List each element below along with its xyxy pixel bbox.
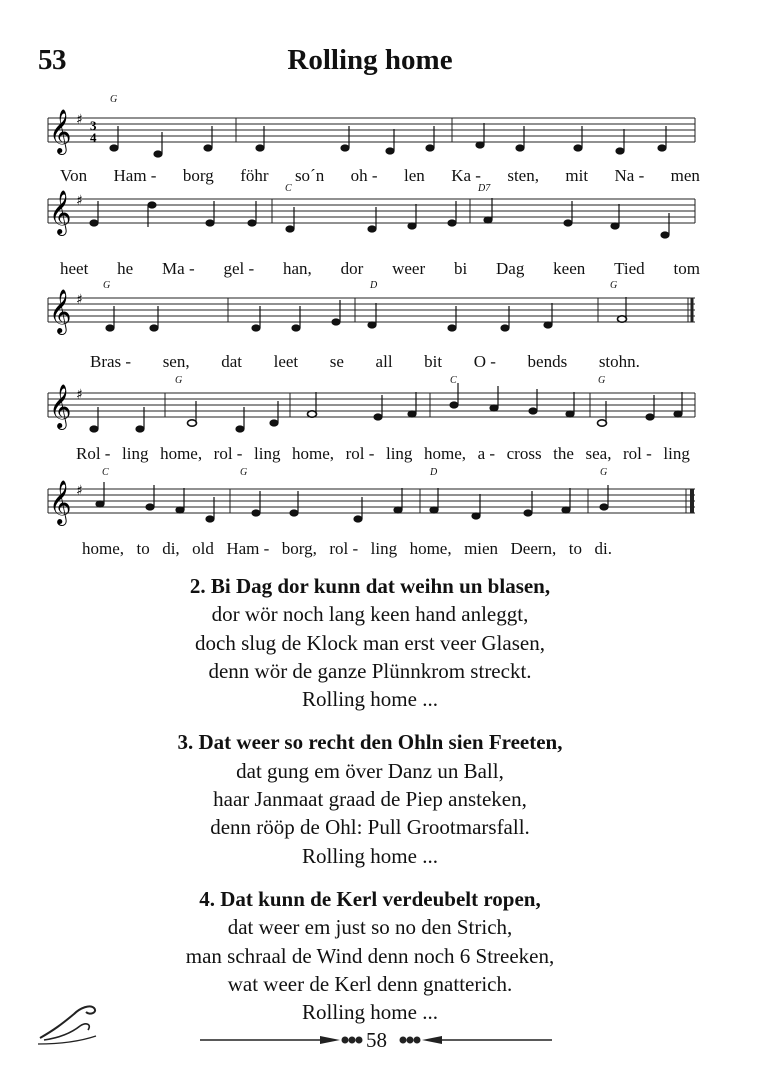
- chord-symbol: G: [600, 467, 608, 478]
- notes: [90, 198, 669, 238]
- lyric-syllable: Rol -: [76, 444, 111, 463]
- lyric-syllable: home,: [82, 539, 125, 558]
- lyric-syllable: Ham -: [113, 166, 157, 185]
- treble-clef-icon: 𝄞: [49, 480, 72, 524]
- lyric-syllable: old: [192, 539, 214, 558]
- lyric-syllable: borg,: [281, 539, 317, 558]
- lyric-syllable: bit: [424, 352, 443, 371]
- lyric-syllable: mit: [565, 166, 589, 185]
- lyric-syllable: len: [403, 166, 425, 185]
- chord-symbol: G: [103, 280, 111, 291]
- lyric-syllable: home,: [160, 444, 203, 463]
- chord-symbol: G: [598, 375, 606, 386]
- time-signature: 4: [90, 130, 97, 145]
- refrain-reference: Rolling home ...: [302, 843, 438, 868]
- song-title: Rolling home: [287, 44, 453, 76]
- lyric-syllable: bi: [453, 259, 468, 278]
- verse-line: dat gung em över Danz un Ball,: [236, 758, 504, 783]
- verse-line: denn wör de ganze Plünnkrom streckt.: [208, 658, 532, 683]
- lyric-syllable: O -: [473, 352, 496, 371]
- verse-2: [0, 572, 740, 713]
- lyric-syllable: gel -: [223, 259, 255, 278]
- lyric-syllable: Von: [60, 166, 88, 185]
- verse-line: dat weer em just so no den Strich,: [227, 915, 513, 940]
- lyric-syllable: Dag: [496, 259, 525, 278]
- notes: [90, 383, 682, 432]
- sharp-icon: ♯: [76, 387, 83, 403]
- lyric-syllable: to: [568, 539, 583, 558]
- lyric-syllable: di.: [594, 539, 612, 558]
- chord-symbol: D7: [478, 183, 491, 194]
- lyric-syllable: di,: [162, 539, 180, 558]
- notes: [110, 123, 666, 157]
- music-staff-2: [0, 175, 766, 255]
- lyric-syllable: föhr: [240, 166, 269, 185]
- verse-first-line: 2. Bi Dag dor kunn dat weihn un blasen,: [189, 574, 551, 598]
- lyric-syllable: ling: [663, 444, 690, 463]
- music-staff-3: [0, 270, 766, 350]
- notes: [96, 482, 608, 522]
- music-system-1: [0, 80, 766, 190]
- lyric-syllable: Tied: [614, 259, 645, 278]
- treble-clef-icon: 𝄞: [49, 289, 72, 333]
- staff-lines: [48, 298, 695, 322]
- chord-symbol: G: [110, 94, 118, 105]
- verse-first-line: 4. Dat kunn de Kerl verdeubelt ropen,: [199, 886, 541, 911]
- verse-3: [0, 728, 740, 869]
- treble-clef-icon: 𝄞: [49, 109, 72, 153]
- lyric-syllable: ling: [370, 539, 398, 558]
- refrain-reference: Rolling home ...: [302, 687, 438, 712]
- lyric-syllable: home,: [424, 444, 467, 463]
- music-system-3: [0, 270, 766, 380]
- lyric-syllable: keen: [553, 259, 586, 278]
- chord-symbol: G: [610, 280, 618, 291]
- lyric-syllable: borg: [182, 166, 214, 185]
- verse-line: doch slug de Klock man erst veer Glasen,: [195, 630, 545, 655]
- verse-line: denn rööp de Ohl: Pull Grootmarsfall.: [210, 815, 530, 840]
- lyric-syllable: heet: [60, 259, 89, 278]
- staff-lines: [48, 489, 695, 513]
- lyric-syllable: rol -: [329, 539, 359, 558]
- verse-line: dor wör noch lang keen hand anleggt,: [211, 602, 529, 627]
- staff-lines: [48, 118, 695, 142]
- lyric-syllable: bends: [527, 352, 568, 371]
- lyric-syllable: rol -: [345, 444, 375, 463]
- treble-clef-icon: 𝄞: [49, 190, 72, 234]
- lyric-syllable: sen,: [162, 352, 190, 371]
- lyric-syllable: a -: [477, 444, 496, 463]
- lyric-syllable: leet: [273, 352, 299, 371]
- lyric-syllable: dor: [340, 259, 364, 278]
- music-system-2: [0, 175, 766, 285]
- sharp-icon: ♯: [76, 292, 83, 308]
- verse-line: haar Janmaat graad de Piep ansteken,: [213, 787, 527, 812]
- chord-symbol: D: [370, 280, 378, 291]
- lyric-syllable: men: [670, 166, 700, 185]
- lyric-syllable: ling: [254, 444, 281, 463]
- lyric-syllable: Ma -: [162, 259, 195, 278]
- staff-lines: [48, 199, 695, 223]
- lyric-syllable: han,: [282, 259, 312, 278]
- time-signature: 3: [90, 118, 97, 133]
- lyric-syllable: Deern,: [510, 539, 557, 558]
- lyric-syllable: tom: [673, 259, 700, 278]
- music-staff-5: [0, 455, 766, 535]
- lyric-syllable: stohn.: [598, 352, 640, 371]
- refrain-reference: Rolling home ...: [302, 1000, 438, 1025]
- music-staff-4: [0, 365, 766, 445]
- lyric-syllable: sea,: [585, 444, 612, 463]
- sharp-icon: ♯: [76, 112, 83, 128]
- treble-clef-icon: 𝄞: [49, 384, 72, 428]
- verses: [0, 572, 740, 1041]
- sharp-icon: ♯: [76, 483, 83, 499]
- lyric-syllable: ling: [122, 444, 149, 463]
- lyric-syllable: oh -: [350, 166, 378, 185]
- song-number: 53: [38, 44, 66, 76]
- lyric-syllable: home,: [292, 444, 335, 463]
- chord-symbol: C: [285, 183, 292, 194]
- lyric-syllable: se: [329, 352, 344, 371]
- lyric-syllable: to: [136, 539, 150, 558]
- lyric-syllable: dat: [221, 352, 242, 371]
- lyric-syllable: all: [375, 352, 393, 371]
- lyric-syllable: Ka -: [451, 166, 481, 185]
- verse-line: wat weer de Kerl denn gnatterich.: [227, 971, 513, 996]
- lyrics-line-5: [82, 539, 612, 561]
- verse-line: man schraal de Wind denn noch 6 Streeken,: [185, 943, 555, 968]
- chord-symbol: G: [175, 375, 183, 386]
- lyric-syllable: Na -: [614, 166, 645, 185]
- lyric-syllable: cross: [506, 444, 542, 463]
- verse-first-line: 3. Dat weer so recht den Ohln sien Freeten,: [177, 730, 563, 755]
- lyric-syllable: the: [553, 444, 574, 463]
- lyric-syllable: sten,: [507, 166, 539, 185]
- lyric-syllable: so´n: [294, 166, 325, 185]
- sharp-icon: ♯: [76, 193, 83, 209]
- chord-symbol: D: [430, 467, 438, 478]
- lyric-syllable: ling: [385, 444, 413, 463]
- lyric-syllable: home,: [409, 539, 452, 558]
- chord-symbol: C: [102, 467, 109, 478]
- lyric-syllable: Bras -: [90, 352, 132, 371]
- lyric-syllable: he: [117, 259, 134, 278]
- lyric-syllable: rol -: [213, 444, 243, 463]
- lyric-syllable: weer: [392, 259, 426, 278]
- chord-symbol: C: [450, 375, 457, 386]
- lyric-syllable: mien: [464, 539, 499, 558]
- chord-symbol: G: [240, 467, 248, 478]
- staff-lines: [48, 393, 695, 417]
- page-number: 58: [366, 1028, 387, 1052]
- notes: [106, 297, 627, 331]
- lyric-syllable: rol -: [623, 444, 652, 463]
- page-footer: [0, 1020, 766, 1060]
- music-staff-1: [0, 80, 766, 160]
- music-system-5: [0, 455, 766, 565]
- lyric-syllable: Ham -: [226, 539, 270, 558]
